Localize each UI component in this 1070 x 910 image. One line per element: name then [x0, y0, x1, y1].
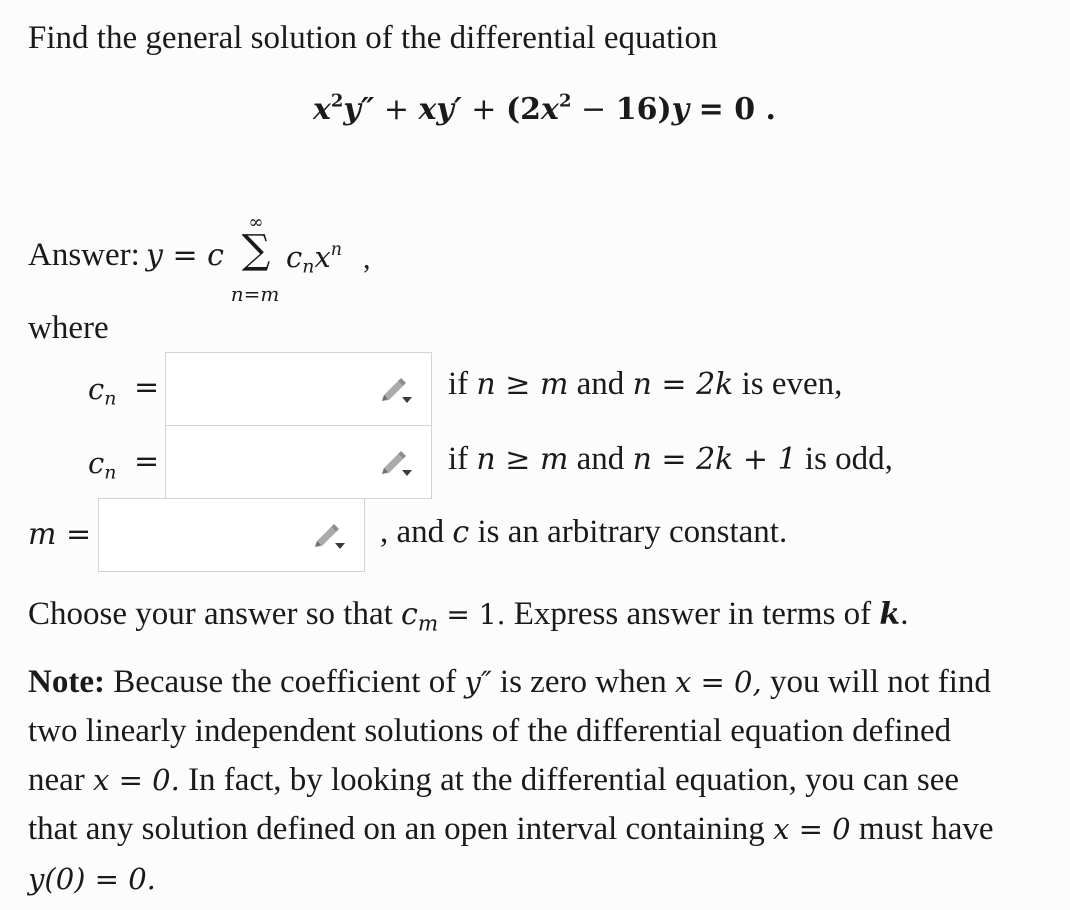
cn-odd-lhs: $c_n$: [88, 446, 117, 484]
differential-equation: $x^2y'' + xy' + (2x^2 - 16)y = 0$ .: [313, 90, 776, 127]
sum-upper-limit: ∞: [248, 212, 264, 233]
pencil-dropdown-icon[interactable]: [311, 523, 349, 553]
m-lhs: m =: [28, 517, 92, 552]
sum-symbol: ∑: [241, 227, 271, 273]
cn-even-lhs: $c_n$: [88, 372, 117, 410]
cn-even-condition: if n ≥ m and n = 2k is even,: [448, 366, 843, 402]
choose-text: Choose your answer so that $c_m = 1$. Express answer in terms of k.: [28, 596, 909, 637]
note-line-5: y(0) = 0.: [28, 862, 156, 896]
cn-odd-condition: if n ≥ m and n = 2k + 1 is odd,: [448, 441, 893, 477]
cn-even-equals: =: [134, 370, 160, 405]
m-field: [98, 498, 365, 572]
note-line-4: that any solution defined on an open interval containing x = 0 must have: [28, 811, 994, 847]
note-line-2: two linearly independent solutions of the differential equation defined: [28, 713, 952, 749]
pencil-dropdown-icon[interactable]: [378, 377, 416, 407]
pencil-dropdown-icon[interactable]: [378, 450, 416, 480]
answer-label: Answer:: [28, 237, 140, 273]
note-line-3: near x = 0. In fact, by looking at the differential equation, you can see: [28, 762, 960, 798]
prompt-text: Find the general solution of the differential equation: [28, 20, 718, 56]
series-term: $c_nx^n$: [286, 239, 342, 278]
sum-lower-limit: n=m: [230, 282, 280, 306]
where-label: where: [28, 310, 109, 346]
note-line-1: Note: Because the coefficient of y″ is zero when x = 0, you will not find: [28, 664, 991, 700]
cn-odd-equals: =: [134, 444, 160, 479]
cn-even-field: [165, 352, 432, 426]
cn-odd-field: [165, 425, 432, 499]
answer-lhs: y = c: [146, 238, 224, 273]
answer-comma: ,: [363, 242, 371, 275]
m-tail: , and c is an arbitrary constant.: [380, 514, 788, 550]
